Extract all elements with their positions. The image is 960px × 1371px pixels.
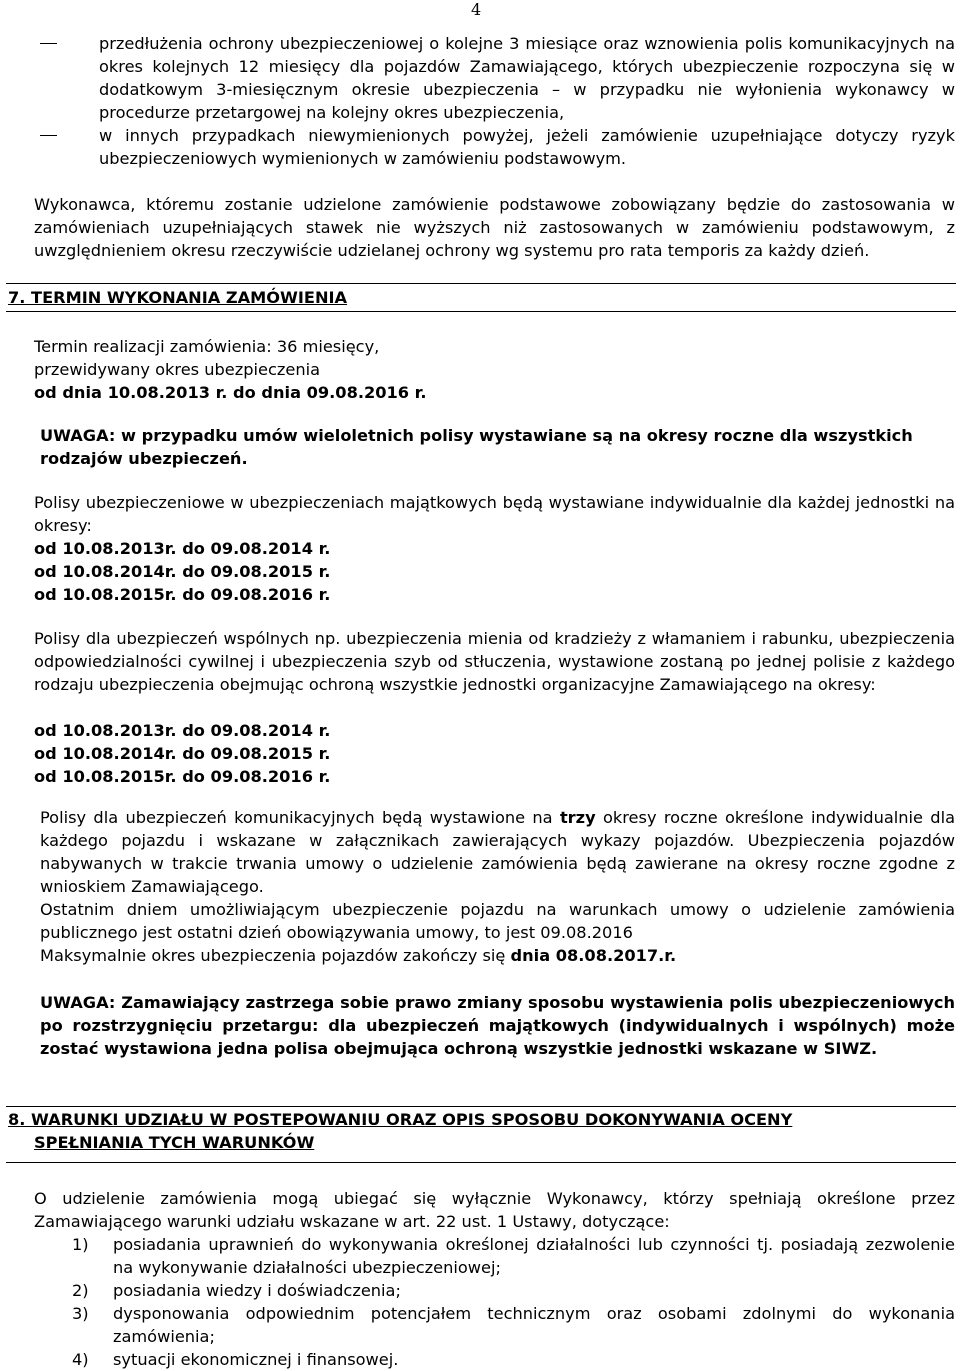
wspolne-paragraph: Polisy dla ubezpieczeń wspólnych np. ubezpieczenia mienia od kradzieży z włamaniem i rabunku, ubezpieczenia odpowiedzialności cywilnej i ubezpieczenia szyb od stłuczenia, wystawione zostaną po jednej polisie z każdego rodzaju ubezpieczenia obejmując ochroną wszystkie jednostki organizacyjne Zamawiającego na okresy: [34, 629, 955, 694]
list-item-text: posiadania wiedzy i doświadczenia; [113, 1281, 401, 1300]
list-item-text: przedłużenia ochrony ubezpieczeniowej o kolejne 3 miesiące oraz wznowienia polis komunikacyjnych na okres kolejnych 12 miesięcy dla pojazdów Zamawiającego, których ubezpieczenie rozpoczyna się w dodatkowym 3-miesięcznym okresie ubezpieczenia – w przypadku nie wyłonienia wykonawcy w procedurze przetargowej na kolejny okres ubezpieczenia, [99, 34, 955, 122]
termin-dates: od dnia 10.08.2013 r. do dnia 09.08.2016 r. [34, 383, 427, 402]
list-item-text: sytuacji ekonomicznej i finansowej. [113, 1350, 399, 1369]
section-8-title: 8. WARUNKI UDZIAŁU W POSTEPOWANIU ORAZ OPIS SPOSOBU DOKONYWANIA OCENY [8, 1110, 793, 1129]
section-8-title: SPEŁNIANIA TYCH WARUNKÓW [34, 1133, 315, 1152]
text-run: Polisy dla ubezpieczeń komunikacyjnych będą wystawione na [40, 808, 560, 827]
list-item [40, 32, 955, 124]
period-list [34, 719, 634, 788]
dash-bullet-icon [40, 43, 57, 44]
list-item-text: dysponowania odpowiednim potencjałem technicznym oraz osobami zdolnymi do wykonania zamówienia; [113, 1304, 955, 1346]
section-8-heading [6, 1106, 956, 1163]
komunikacyjne-block [40, 806, 955, 967]
period-list [34, 537, 634, 606]
text-run-bold: trzy [559, 808, 596, 827]
wykonawca-paragraph: Wykonawca, któremu zostanie udzielone zamówienie podstawowe zobowiązany będzie do zastosowania w zamówieniach uzupełniających stawek nie wyższych niż zastosowanych w zamówieniu podstawowym, z uwzględnieniem okresu rzeczywiście udzielanej ochrony wg systemu pro rata temporis za każdy dzień. [34, 195, 955, 260]
period-item: od 10.08.2014r. do 09.08.2015 r. [34, 562, 331, 581]
uwaga-note: UWAGA: w przypadku umów wieloletnich polisy wystawiane są na okresy roczne dla wszystkich rodzajów ubezpieczeń. [40, 426, 913, 468]
list-number: 2) [72, 1281, 89, 1300]
maksymalnie-paragraph [40, 944, 955, 967]
text-run: Maksymalnie okres ubezpieczenia pojazdów zakończy się [40, 946, 511, 965]
termin-line: Termin realizacji zamówienia: 36 miesięcy, [34, 337, 380, 356]
section-7-title: 7. TERMIN WYKONANIA ZAMÓWIENIA [8, 288, 348, 307]
conditions-list [72, 1233, 955, 1371]
termin-line: przewidywany okres ubezpieczenia [34, 360, 320, 379]
list-item [72, 1233, 955, 1279]
termin-block [34, 335, 934, 404]
period-item: od 10.08.2015r. do 09.08.2016 r. [34, 767, 331, 786]
section-7-heading [6, 283, 956, 312]
list-item [72, 1279, 955, 1302]
komunikacyjne-paragraph [40, 806, 955, 898]
list-item [40, 124, 955, 170]
period-item: od 10.08.2013r. do 09.08.2014 r. [34, 721, 331, 740]
list-number: 1) [72, 1235, 89, 1254]
majatkowe-paragraph: Polisy ubezpieczeniowe w ubezpieczeniach majątkowych będą wystawiane indywidualnie dla każdej jednostki na okresy: [34, 493, 955, 535]
period-item: od 10.08.2013r. do 09.08.2014 r. [34, 539, 331, 558]
dash-bullet-icon [40, 135, 57, 136]
ostatnim-paragraph: Ostatnim dniem umożliwiającym ubezpieczenie pojazdu na warunkach umowy o udzielenie zamówienia publicznego jest ostatni dzień obowiązywania umowy, to jest 09.08.2016 [40, 900, 955, 942]
section-8-intro: O udzielenie zamówienia mogą ubiegać się wyłącznie Wykonawcy, którzy spełniają określone przez Zamawiającego warunki udziału wskazane w art. 22 ust. 1 Ustawy, dotyczące: [34, 1189, 955, 1231]
uwaga-note: UWAGA: Zamawiający zastrzega sobie prawo zmiany sposobu wystawienia polis ubezpieczeniowych po rozstrzygnięciu przetargu: dla ubezpieczeń majątkowych (indywidualnych i wspólnych) może zostać wystawiona jedna polisa obejmująca ochroną wszystkie jednostki wskazane w SIWZ. [40, 993, 955, 1058]
text-run: okresy roczne określone indywidualnie dla każdego pojazdu i wskazane w załącznikach zawierających wykazy pojazdów. Ubezpieczenia pojazdów nabywanych w trakcie trwania umowy o udzielenie zamówienia będą zawierane na okresy roczne zgodne z wnioskiem Zamawiającego. [40, 808, 955, 896]
page-number: 4 [471, 0, 482, 19]
text-run-bold: dnia 08.08.2017.r. [510, 946, 677, 965]
list-item-text: posiadania uprawnień do wykonywania określonej działalności lub czynności tj. posiadają zezwolenie na wykonywanie działalności ubezpieczeniowej; [113, 1235, 955, 1277]
list-item-text: w innych przypadkach niewymienionych powyżej, jeżeli zamówienie uzupełniające dotyczy ryzyk ubezpieczeniowych wymienionych w zamówieniu podstawowym. [99, 126, 955, 168]
list-number: 4) [72, 1350, 89, 1369]
dash-list [40, 32, 955, 170]
list-number: 3) [72, 1304, 89, 1323]
list-item [72, 1302, 955, 1348]
period-item: od 10.08.2015r. do 09.08.2016 r. [34, 585, 331, 604]
period-item: od 10.08.2014r. do 09.08.2015 r. [34, 744, 331, 763]
